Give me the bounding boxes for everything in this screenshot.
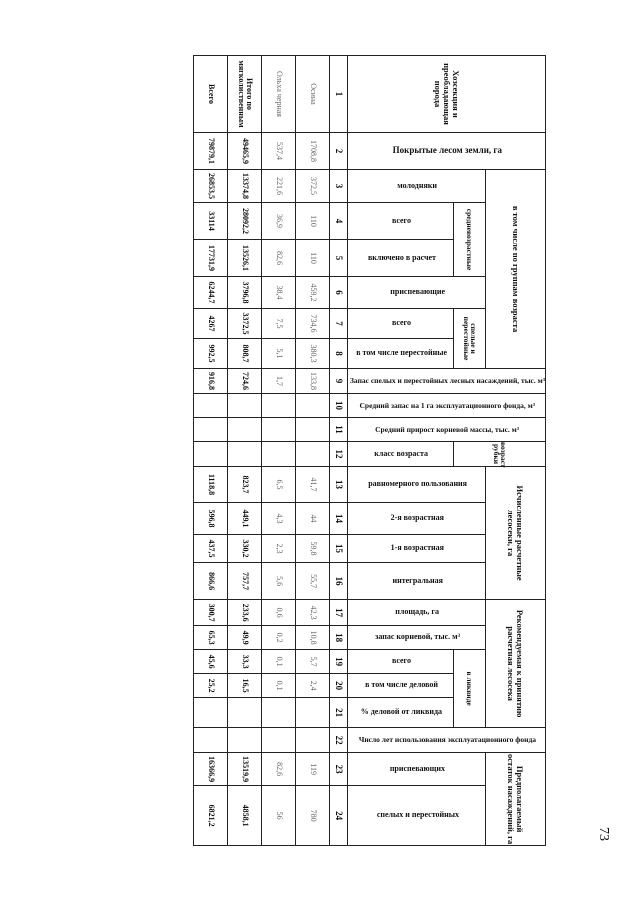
- column-number: 23: [330, 753, 348, 786]
- header-pre-mature-label: приспевающие: [390, 287, 445, 297]
- header-young-label: молодняки: [397, 180, 438, 190]
- table-cell: 1118,8: [194, 467, 228, 503]
- table-cell: 2,3: [262, 535, 296, 563]
- header-felling-age: возраст рубки: [454, 442, 546, 467]
- column-number: 22: [330, 728, 348, 753]
- header-pre-mature-rest-label: приспевающих: [389, 763, 446, 773]
- header-mature-rest-label: спелых и перестойных: [376, 810, 459, 820]
- column-number: 4: [330, 203, 348, 240]
- header-liquid-total-label: всего: [391, 656, 412, 666]
- header-forecast: Предполагаемый остаток насаждений, га: [486, 753, 546, 846]
- table-cell: 0,1: [262, 650, 296, 674]
- page-number: 73: [596, 827, 611, 841]
- header-liquid: в ликвиде: [454, 650, 486, 728]
- header-second-age: [348, 503, 486, 535]
- table-cell: 233,6: [228, 600, 262, 626]
- table-cell: 437,5: [194, 535, 228, 563]
- table-cell: 4,3: [262, 503, 296, 535]
- header-liquid-total: [348, 650, 454, 674]
- header-liquid-business: [348, 674, 454, 698]
- header-age-class-label: класс возраста: [374, 448, 429, 458]
- column-number: 8: [330, 339, 348, 369]
- header-years-use-label: Число лет использования эксплуатационного фонда: [358, 735, 537, 745]
- table-cell: 110: [296, 203, 330, 240]
- header-young: [348, 170, 486, 203]
- table-cell: 82,6: [262, 240, 296, 277]
- table-cell: 823,7: [228, 467, 262, 503]
- header-first-age-label: 1-я возрастная: [390, 543, 445, 553]
- table-cell: 3796,8: [228, 277, 262, 309]
- table-cell: 33114: [194, 203, 228, 240]
- table-cell: 26853,5: [194, 170, 228, 203]
- forest-felling-table: [193, 55, 546, 846]
- table-cell: 49,9: [228, 626, 262, 650]
- header-mature-total-label: всего: [391, 318, 412, 328]
- table-cell: 1,7: [262, 369, 296, 394]
- table-cell: [194, 728, 228, 753]
- table-cell: 44: [296, 503, 330, 535]
- row-label: Всего: [194, 56, 228, 133]
- table-cell: 36,9: [262, 203, 296, 240]
- table-cell: [228, 698, 262, 728]
- header-root-stock: [348, 626, 486, 650]
- header-calculated-cuts: Исчисленные расчетные лесосеки, га: [486, 467, 546, 600]
- table-cell: 16366,9: [194, 753, 228, 786]
- table-cell: 992,5: [194, 339, 228, 369]
- table-cell: 5,7: [296, 650, 330, 674]
- table-cell: 119: [296, 753, 330, 786]
- table-cell: 2,4: [296, 674, 330, 698]
- header-integral: [348, 563, 486, 600]
- table-cell: [262, 698, 296, 728]
- header-root-stock-label: запас корневой, тыс. м³: [375, 632, 460, 642]
- table-cell: 300,7: [194, 600, 228, 626]
- rotated-table-frame: [206, 55, 546, 845]
- header-mature-total: [348, 309, 454, 339]
- header-integral-label: интегральная: [392, 575, 443, 585]
- table-cell: [228, 728, 262, 753]
- header-business-pct: [348, 698, 454, 728]
- table-cell: 459,2: [296, 277, 330, 309]
- table-cell: 33,3: [228, 650, 262, 674]
- column-number: 16: [330, 563, 348, 600]
- table-cell: 6244,7: [194, 277, 228, 309]
- table-cell: [296, 728, 330, 753]
- header-mid-included: [348, 240, 454, 277]
- table-cell: 55,7: [296, 563, 330, 600]
- header-mature-stock-label: Запас спелых и перестойных лесных насаждений, тыс. м³: [349, 376, 545, 386]
- header-uniform-label: равномерного пользования: [368, 479, 467, 489]
- table-cell: [262, 394, 296, 418]
- table-cell: 596,8: [194, 503, 228, 535]
- table-cell: 1708,8: [296, 133, 330, 170]
- column-number: 13: [330, 467, 348, 503]
- table-cell: 13519,9: [228, 753, 262, 786]
- column-number: 7: [330, 309, 348, 339]
- table-cell: 0,6: [262, 600, 296, 626]
- table-cell: 42,3: [296, 600, 330, 626]
- column-number: 2: [330, 133, 348, 170]
- header-avg-stock-label: Средний запас на 1 га эксплуатационного фонда, м³: [359, 400, 536, 410]
- table-cell: 808,7: [228, 339, 262, 369]
- header-uniform: [348, 467, 486, 503]
- table-cell: 330,2: [228, 535, 262, 563]
- column-number: 15: [330, 535, 348, 563]
- table-cell: 4267: [194, 309, 228, 339]
- column-number: 17: [330, 600, 348, 626]
- table-cell: 13374,8: [228, 170, 262, 203]
- header-species: Хозсекция и преобладающая порода: [348, 56, 546, 133]
- table-cell: 0,2: [262, 626, 296, 650]
- header-overmature: [348, 339, 454, 369]
- header-avg-growth: [348, 418, 546, 442]
- table-cell: 13526,1: [228, 240, 262, 277]
- header-mid-included-label: включено в расчет: [367, 252, 436, 262]
- header-forest-area-label: Покрытые лесом земли, га: [392, 145, 503, 156]
- table-cell: 0,1: [262, 674, 296, 698]
- table-cell: 28092,2: [228, 203, 262, 240]
- table-cell: 916,8: [194, 369, 228, 394]
- column-number: 21: [330, 698, 348, 728]
- header-overmature-label: в том числе перестойные: [356, 348, 447, 358]
- table-cell: 17731,9: [194, 240, 228, 277]
- header-mid-total: [348, 203, 454, 240]
- header-mid-age: средневозрастные: [454, 203, 486, 277]
- table-row: [262, 56, 296, 846]
- column-number: 5: [330, 240, 348, 277]
- table-cell: 724,6: [228, 369, 262, 394]
- table-cell: 38,4: [262, 277, 296, 309]
- column-number: 20: [330, 674, 348, 698]
- header-age-groups: в том числе по группам возраста: [486, 170, 546, 369]
- table-cell: 4858,1: [228, 786, 262, 846]
- header-area: [348, 600, 486, 626]
- header-liquid-business-label: в том числе деловой: [365, 680, 438, 690]
- table-cell: [262, 442, 296, 467]
- header-avg-stock: [348, 394, 546, 418]
- table-cell: [262, 728, 296, 753]
- column-number: 12: [330, 442, 348, 467]
- header-mature: спелые и перестойные: [454, 309, 486, 369]
- table-cell: 10,8: [296, 626, 330, 650]
- column-number: 14: [330, 503, 348, 535]
- table-row: [228, 56, 262, 846]
- table-cell: [296, 418, 330, 442]
- header-first-age: [348, 535, 486, 563]
- table-cell: 56: [262, 786, 296, 846]
- column-number: 10: [330, 394, 348, 418]
- table-cell: 372,5: [296, 170, 330, 203]
- column-number: 6: [330, 277, 348, 309]
- table-cell: 59,8: [296, 535, 330, 563]
- header-mature-rest: [348, 786, 486, 846]
- table-cell: 449,1: [228, 503, 262, 535]
- header-second-age-label: 2-я возрастная: [390, 513, 445, 523]
- column-number: 9: [330, 369, 348, 394]
- header-mid-total-label: всего: [391, 215, 412, 225]
- table-cell: 780: [296, 786, 330, 846]
- table-cell: [296, 698, 330, 728]
- row-label: Ольха черная: [262, 56, 296, 133]
- table-row: [194, 56, 228, 846]
- table-cell: [296, 394, 330, 418]
- header-forest-area: [348, 133, 546, 170]
- table-cell: 380,3: [296, 339, 330, 369]
- header-age-class: [348, 442, 454, 467]
- header-mature-stock: [348, 369, 546, 394]
- table-cell: 3372,5: [228, 309, 262, 339]
- table-cell: 82,6: [262, 753, 296, 786]
- table-cell: 16,5: [228, 674, 262, 698]
- table-cell: 49465,9: [228, 133, 262, 170]
- column-number: 11: [330, 418, 348, 442]
- table-cell: 25,2: [194, 674, 228, 698]
- table-cell: 5,1: [262, 339, 296, 369]
- column-number: 18: [330, 626, 348, 650]
- table-cell: [194, 394, 228, 418]
- table-cell: [228, 418, 262, 442]
- table-cell: 45,6: [194, 650, 228, 674]
- table-cell: [228, 442, 262, 467]
- header-business-pct-label: % деловой от ликвида: [360, 707, 443, 717]
- table-cell: [194, 442, 228, 467]
- table-cell: [262, 418, 296, 442]
- row-label: Осина: [296, 56, 330, 133]
- column-number: 1: [330, 56, 348, 133]
- table-cell: 221,6: [262, 170, 296, 203]
- table-cell: 6,5: [262, 467, 296, 503]
- table-cell: 537,4: [262, 133, 296, 170]
- column-number: 3: [330, 170, 348, 203]
- table-cell: 133,8: [296, 369, 330, 394]
- header-area-label: площадь, га: [395, 607, 440, 617]
- column-number: 24: [330, 786, 348, 846]
- table-cell: [296, 442, 330, 467]
- table-cell: 5,6: [262, 563, 296, 600]
- table-row: [296, 56, 330, 846]
- column-number-row: [330, 56, 348, 846]
- table-cell: 734,6: [296, 309, 330, 339]
- data-rows: [194, 56, 330, 846]
- table-cell: 65,3: [194, 626, 228, 650]
- column-number: 19: [330, 650, 348, 674]
- table-cell: 866,6: [194, 563, 228, 600]
- table-cell: 41,7: [296, 467, 330, 503]
- table-cell: 110: [296, 240, 330, 277]
- header-pre-mature-rest: [348, 753, 486, 786]
- table-cell: [194, 698, 228, 728]
- row-label: Итого по мягколиственным: [228, 56, 262, 133]
- table-cell: 757,7: [228, 563, 262, 600]
- header-avg-growth-label: Средний прирост корневой массы, тыс. м³: [375, 424, 520, 434]
- table-cell: 79879,1: [194, 133, 228, 170]
- table-cell: 7,5: [262, 309, 296, 339]
- table-cell: 6821,2: [194, 786, 228, 846]
- header-years-use: [348, 728, 546, 753]
- table-cell: [228, 394, 262, 418]
- header-pre-mature: [348, 277, 486, 309]
- header-recommended-cut: Рекомендуемая к принятию расчетная лесосека: [486, 600, 546, 728]
- table-cell: [194, 418, 228, 442]
